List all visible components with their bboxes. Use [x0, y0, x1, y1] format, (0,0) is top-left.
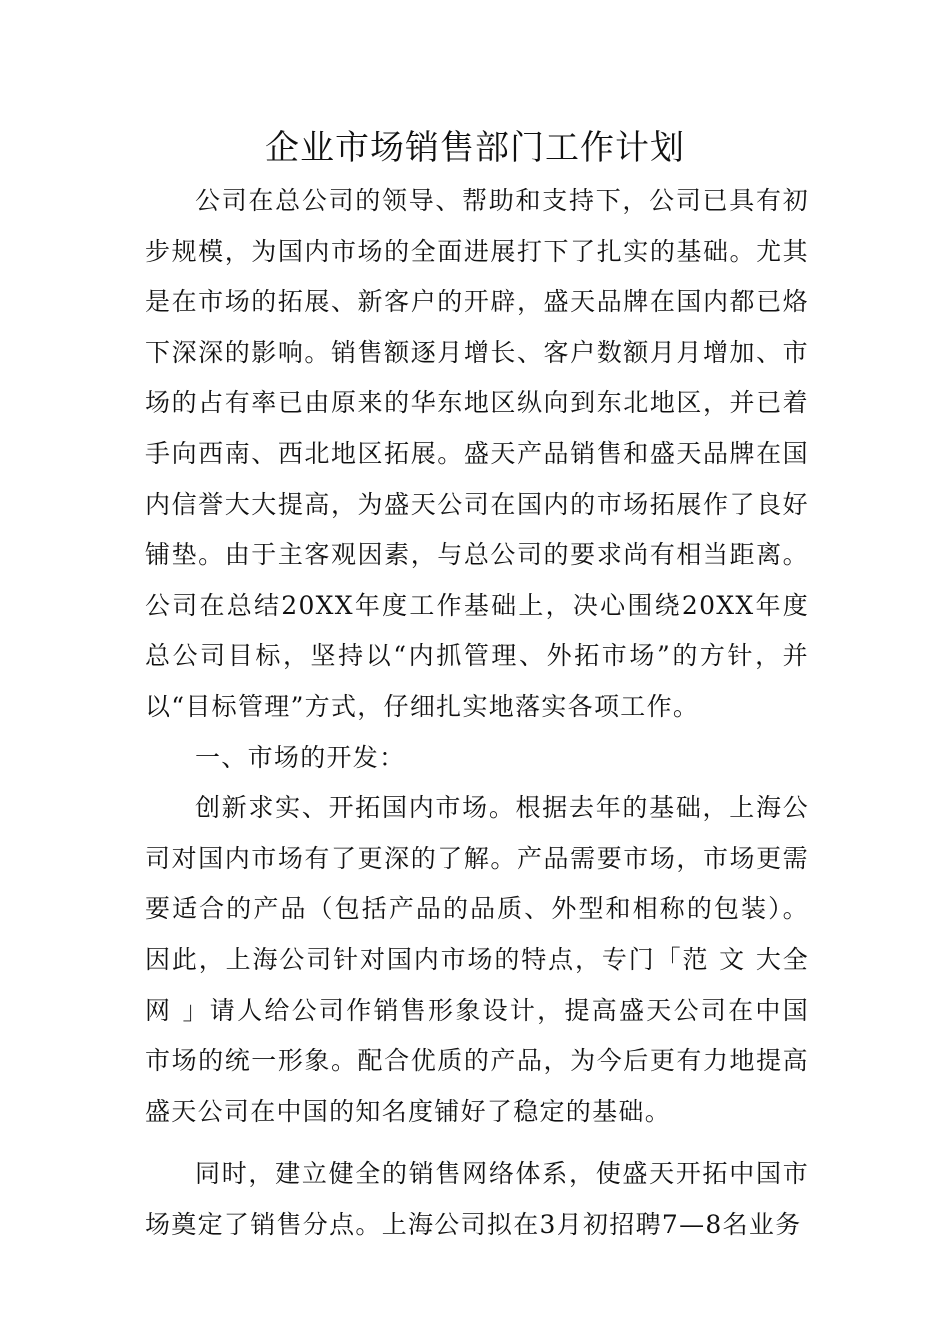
paragraph-intro: 公司在总公司的领导、帮助和支持下，公司已具有初步规模，为国内市场的全面进展打下了扎实的基础。尤其是在市场的拓展、新客户的开辟，盛天品牌在国内都已烙下深深的影响。销售额逐月增长、客户数额月月增加、市场的占有率已由原来的华东地区纵向到东北地区，并已着手向西南、西北地区拓展。盛天产品销售和盛天品牌在国内信誉大大提高，为盛天公司在国内的市场拓展作了良好铺垫。由于主客观因素，与总公司的要求尚有相当距离。公司在总结20XX年度工作基础上，决心围绕20XX年度总公司目标，坚持以“内抓管理、外拓市场”的方针，并以“目标管理”方式，仔细扎实地落实各项工作。 [145, 186, 809, 721]
document-title: 企业市场销售部门工作计划 [265, 128, 685, 168]
document-body [145, 176, 809, 1250]
section-heading-market-development: 一、市场的开发： [195, 742, 406, 772]
paragraph-spacer [145, 1137, 809, 1149]
paragraph-sales-network: 同时，建立健全的销售网络体系，使盛天开拓中国市场奠定了销售分点。上海公司拟在3月初招聘7—8名业务 [145, 1159, 809, 1239]
paragraph-market-innovation: 创新求实、开拓国内市场。根据去年的基础，上海公司对国内市场有了更深的了解。产品需要市场，市场更需要适合的产品（包括产品的品质、外型和相称的包装）。因此，上海公司针对国内市场的特点，专门「范 文 大全 网 」请人给公司作销售形象设计，提高盛天公司在中国市场的统一形象。配合优质的产品，为今后更有力地提高盛天公司在中国的知名度铺好了稳定的基础。 [145, 793, 809, 1126]
